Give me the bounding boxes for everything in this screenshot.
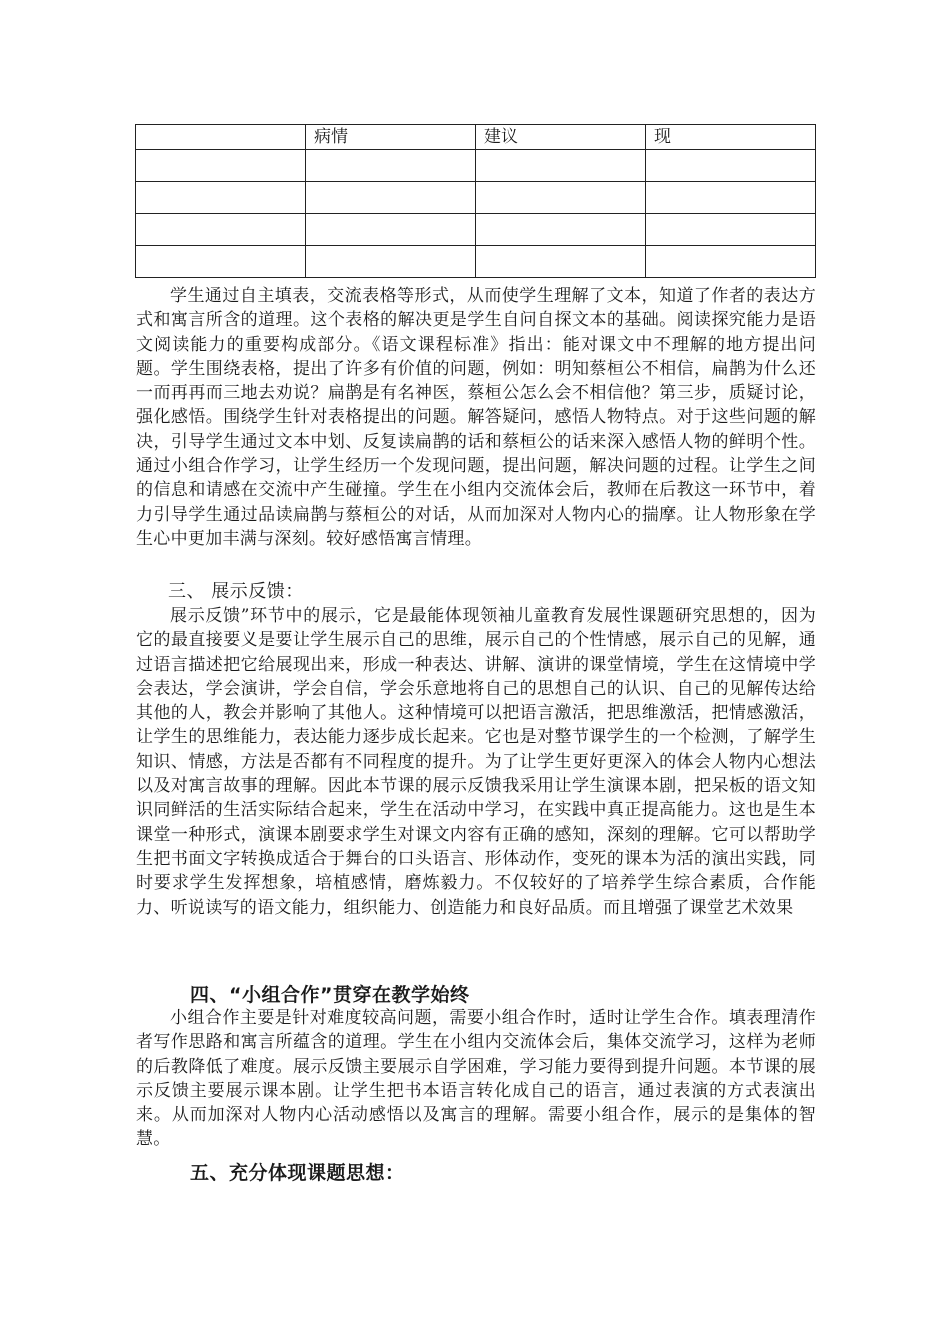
table-cell — [136, 182, 306, 214]
table-cell — [136, 246, 306, 278]
paragraph-text: 小组合作主要是针对难度较高问题，需要小组合作时，适时让学生合作。填表理清作者写作思路和寓言所蕴含的道理。学生在小组内交流体会后，集体交流学习，这样为老师的后教降低了难度。展示反馈主要展示自学困难，学习能力要得到提升问题。本节课的展示反馈主要展示课本剧。让学生把书本语言转化成自己的语言，通过表演的方式表演出来。从而加深对人物内心活动感悟以及寓言的理解。需要小组合作，展示的是集体的智慧。 — [136, 1008, 816, 1150]
table-cell — [476, 214, 646, 246]
paragraph-group-cooperation — [136, 1006, 816, 1152]
table-header-cell — [136, 125, 306, 150]
section-heading-topic-thought: 五、充分体现课题思想： — [190, 1162, 405, 1184]
table-header-cell: 现 — [646, 125, 816, 150]
table-cell — [646, 182, 816, 214]
table-cell — [646, 150, 816, 182]
table-cell — [306, 214, 476, 246]
table-cell — [646, 246, 816, 278]
table-cell — [306, 182, 476, 214]
paragraph-display-feedback — [136, 604, 816, 920]
table-row — [136, 246, 816, 278]
table-row — [136, 150, 816, 182]
paragraph-text: 学生通过自主填表，交流表格等形式，从而使学生理解了文本，知道了作者的表达方式和寓言所含的道理。这个表格的解决更是学生自问自探文本的基础。阅读探究能力是语文阅读能力的重要构成部分。《语文课程标准》指出：能对课文中不理解的地方提出问题。学生围绕表格，提出了许多有价值的问题，例如：明知蔡桓公不相信，扁鹊为什么还一而再再而三地去劝说？扁鹊是有名神医，蔡桓公怎么会不相信他？第三步，质疑讨论，强化感悟。围绕学生针对表格提出的问题。解答疑问，感悟人物特点。对于这些问题的解决，引导学生通过文本中划、反复读扁鹊的话和蔡桓公的话来深入感悟人物的鲜明个性。通过小组合作学习，让学生经历一个发现问题，提出问题，解决问题的过程。让学生之间的信息和请感在交流中产生碰撞。学生在小组内交流体会后，教师在后教这一环节中，着力引导学生通过品读扁鹊与蔡桓公的对话，从而加深对人物内心的揣摩。让人物形象在学生心中更加丰满与深刻。较好感悟寓言情理。 — [136, 286, 816, 549]
paragraph-table-discussion — [136, 284, 816, 551]
table-header-cell: 病情 — [306, 125, 476, 150]
diagnosis-table — [135, 124, 816, 278]
table-cell — [136, 150, 306, 182]
table-cell — [476, 182, 646, 214]
table-cell — [136, 214, 306, 246]
section-heading-display-feedback: 三、 展示反馈： — [168, 581, 304, 602]
table-row — [136, 214, 816, 246]
table-cell — [476, 150, 646, 182]
table-header-row — [136, 125, 816, 150]
table-cell — [306, 150, 476, 182]
paragraph-text: 展示反馈”环节中的展示，它是最能体现领袖儿童教育发展性课题研究思想的，因为它的最直接要义是要让学生展示自己的思维，展示自己的个性情感，展示自己的见解，通过语言描述把它给展现出来，形成一种表达、讲解、演讲的课堂情境，学生在这情境中学会表达，学会演讲，学会自信，学会乐意地将自己的思想自己的认识、自己的见解传达给其他的人，教会并影响了其他人。这种情境可以把语言激活，把思维激活，把情感激活，让学生的思维能力，表达能力逐步成长起来。它也是对整节课学生的一个检测，了解学生知识、情感，方法是否都有不同程度的提升。为了让学生更好更深入的体会人物内心想法以及对寓言故事的理解。因此本节课的展示反馈我采用让学生演课本剧，把呆板的语文知识同鲜活的生活实际结合起来，学生在活动中学习，在实践中真正提高能力。这也是生本课堂一种形式，演课本剧要求学生对课文内容有正确的感知，深刻的理解。它可以帮助学生把书面文字转换成适合于舞台的口头语言、形体动作，变死的课本为活的演出实践，同时要求学生发挥想象，培植感情，磨炼毅力。不仅较好的了培养学生综合素质，合作能力、听说读写的语文能力，组织能力、创造能力和良好品质。而且增强了课堂艺术效果 — [136, 606, 816, 918]
table-cell — [306, 246, 476, 278]
table-header-cell: 建议 — [476, 125, 646, 150]
table-row — [136, 182, 816, 214]
section-heading-group-cooperation: 四、“小组合作”贯穿在教学始终 — [190, 984, 470, 1006]
table-cell — [646, 214, 816, 246]
table-cell — [476, 246, 646, 278]
